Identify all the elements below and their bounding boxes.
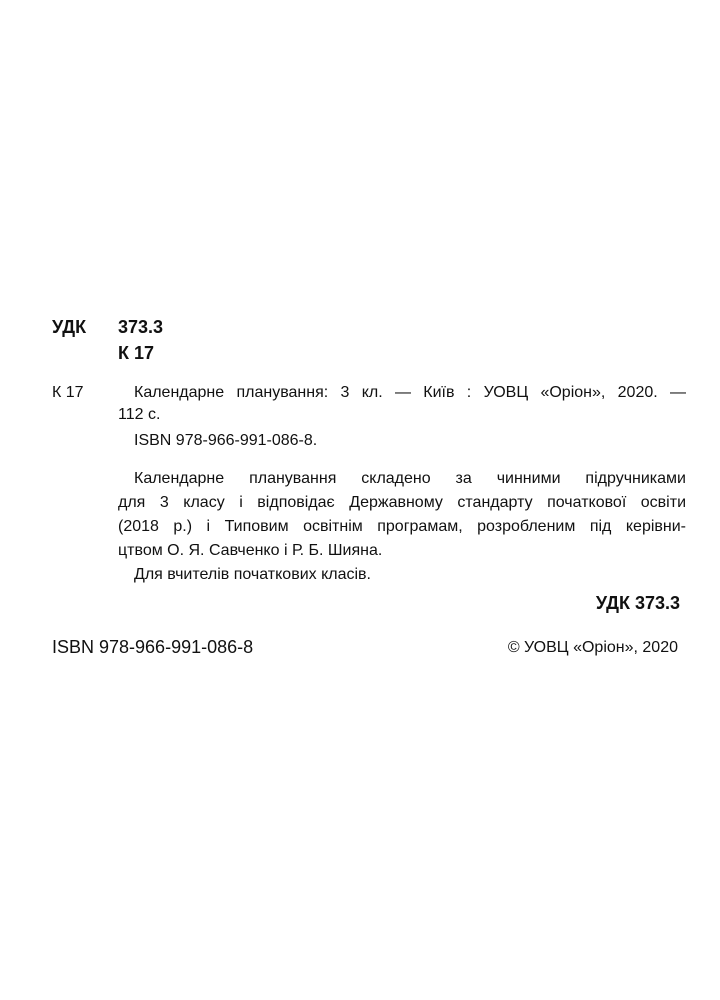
entry-pages: 112 с. — [118, 406, 161, 423]
footer-isbn: ISBN 978-966-991-086-8 — [52, 637, 254, 657]
annotation-line-3: (2018 р.) і Типовим освітнім програмам, розробленим під керівни- — [118, 518, 686, 535]
author-mark: К 17 — [118, 343, 155, 363]
entry-isbn: ISBN 978-966-991-086-8. — [134, 432, 318, 449]
udk-code: 373.3 — [118, 317, 164, 337]
udk-label: УДК — [52, 317, 87, 337]
annotation-line-1: Календарне планування складено за чинними підручниками — [134, 470, 686, 487]
audience-note: Для вчителів початкових класів. — [134, 566, 371, 583]
annotation-line-4: цтвом О. Я. Савченко і Р. Б. Шияна. — [118, 542, 383, 559]
copyright-notice: © УОВЦ «Оріон», 2020 — [507, 639, 678, 656]
entry-title-line: Календарне планування: 3 кл. — Київ : УОВЦ «Оріон», 2020. — — [134, 384, 686, 401]
entry-mark: К 17 — [52, 384, 84, 401]
annotation-line-2: для 3 класу і відповідає Державному стандарту початкової освіти — [118, 494, 686, 511]
udk-bottom: УДК 373.3 — [595, 593, 680, 613]
